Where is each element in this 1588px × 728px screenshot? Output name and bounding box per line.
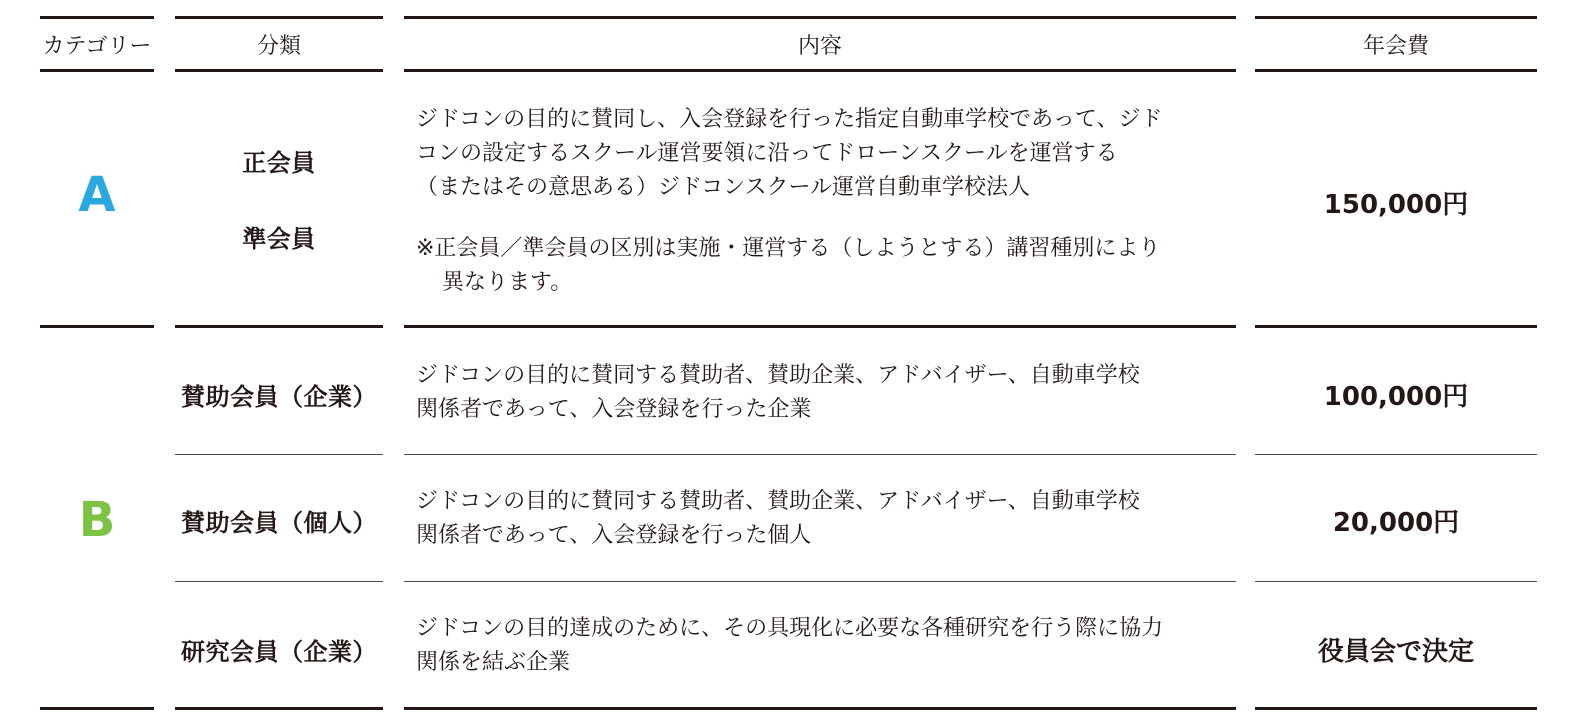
category-b-row-2-fee: 20,000円 (1332, 507, 1460, 538)
header-content: 内容 (797, 33, 842, 59)
category-b-row-1-description (416, 359, 1140, 427)
footer-rule-fee (1255, 707, 1537, 710)
category-a-desc-line-2: コンの設定するスクール運営要領に沿ってドローンスクールを運営する (416, 141, 1118, 166)
category-b-row-1-fee: 100,000円 (1323, 381, 1469, 412)
row-divider-classification (175, 454, 383, 455)
section-rule-classification (175, 325, 383, 328)
category-b-row-3-desc-line-1: ジドコンの目的達成のために、その具現化に必要な各種研究を行う際に協力 (416, 616, 1164, 641)
category-b-letter: B (78, 492, 116, 548)
category-b-row-1-desc-line-1: ジドコンの目的に賛同する賛助者、賛助企業、アドバイザー、自動車学校 (416, 363, 1140, 388)
category-a-desc-line-1: ジドコンの目的に賛同し、入会登録を行った指定自動車学校であって、ジド (416, 107, 1163, 132)
category-a-letter: A (78, 167, 116, 223)
header-bottom-rule-category (40, 69, 154, 72)
header-annual-fee: 年会費 (1362, 33, 1429, 59)
section-rule-content (404, 325, 1236, 328)
row-divider-fee (1255, 581, 1537, 582)
row-divider-content (404, 581, 1236, 582)
row-divider-classification (175, 581, 383, 582)
section-rule-category (40, 325, 154, 328)
header-bottom-rule-classification (175, 69, 383, 72)
category-b-class-supporting-individual: 賛助会員（個人） (181, 508, 377, 537)
category-a-fee: 150,000円 (1323, 189, 1469, 220)
category-b-row-3-fee: 役員会で決定 (1317, 636, 1474, 667)
category-b-row-1-desc-line-2: 関係者であって、入会登録を行った企業 (416, 397, 812, 422)
header-classification: 分類 (256, 33, 301, 59)
category-b-class-supporting-corporate: 賛助会員（企業） (181, 382, 377, 411)
row-divider-content (404, 454, 1236, 455)
category-a-class-associate: 準会員 (242, 224, 316, 253)
footer-rule-content (404, 707, 1236, 710)
header-category: カテゴリー (42, 33, 152, 59)
category-a-note (416, 232, 1160, 300)
row-divider-fee (1255, 454, 1537, 455)
category-b-row-3-desc-line-2: 関係を結ぶ企業 (416, 650, 571, 675)
category-b-row-3-description (416, 612, 1163, 680)
category-a-note-line-2: 異なります。 (442, 270, 573, 295)
header-bottom-rule-fee (1255, 69, 1537, 72)
category-b-row-2-desc-line-1: ジドコンの目的に賛同する賛助者、賛助企業、アドバイザー、自動車学校 (416, 489, 1140, 514)
category-b-row-2-description (416, 485, 1140, 553)
section-rule-fee (1255, 325, 1537, 328)
category-a-desc-line-3: （またはその意思ある）ジドコンスクール運営自動車学校法人 (416, 175, 1031, 200)
category-b-row-2-desc-line-2: 関係者であって、入会登録を行った個人 (416, 523, 812, 548)
header-bottom-rule-content (404, 69, 1236, 72)
category-a-class-regular: 正会員 (242, 148, 316, 177)
category-b-class-research-corporate: 研究会員（企業） (181, 637, 377, 666)
footer-rule-classification (175, 707, 383, 710)
category-a-description (416, 103, 1162, 205)
footer-rule-category (40, 707, 154, 710)
category-a-note-line-1: ※正会員／準会員の区別は実施・運営する（しようとする）講習種別により (416, 236, 1161, 261)
